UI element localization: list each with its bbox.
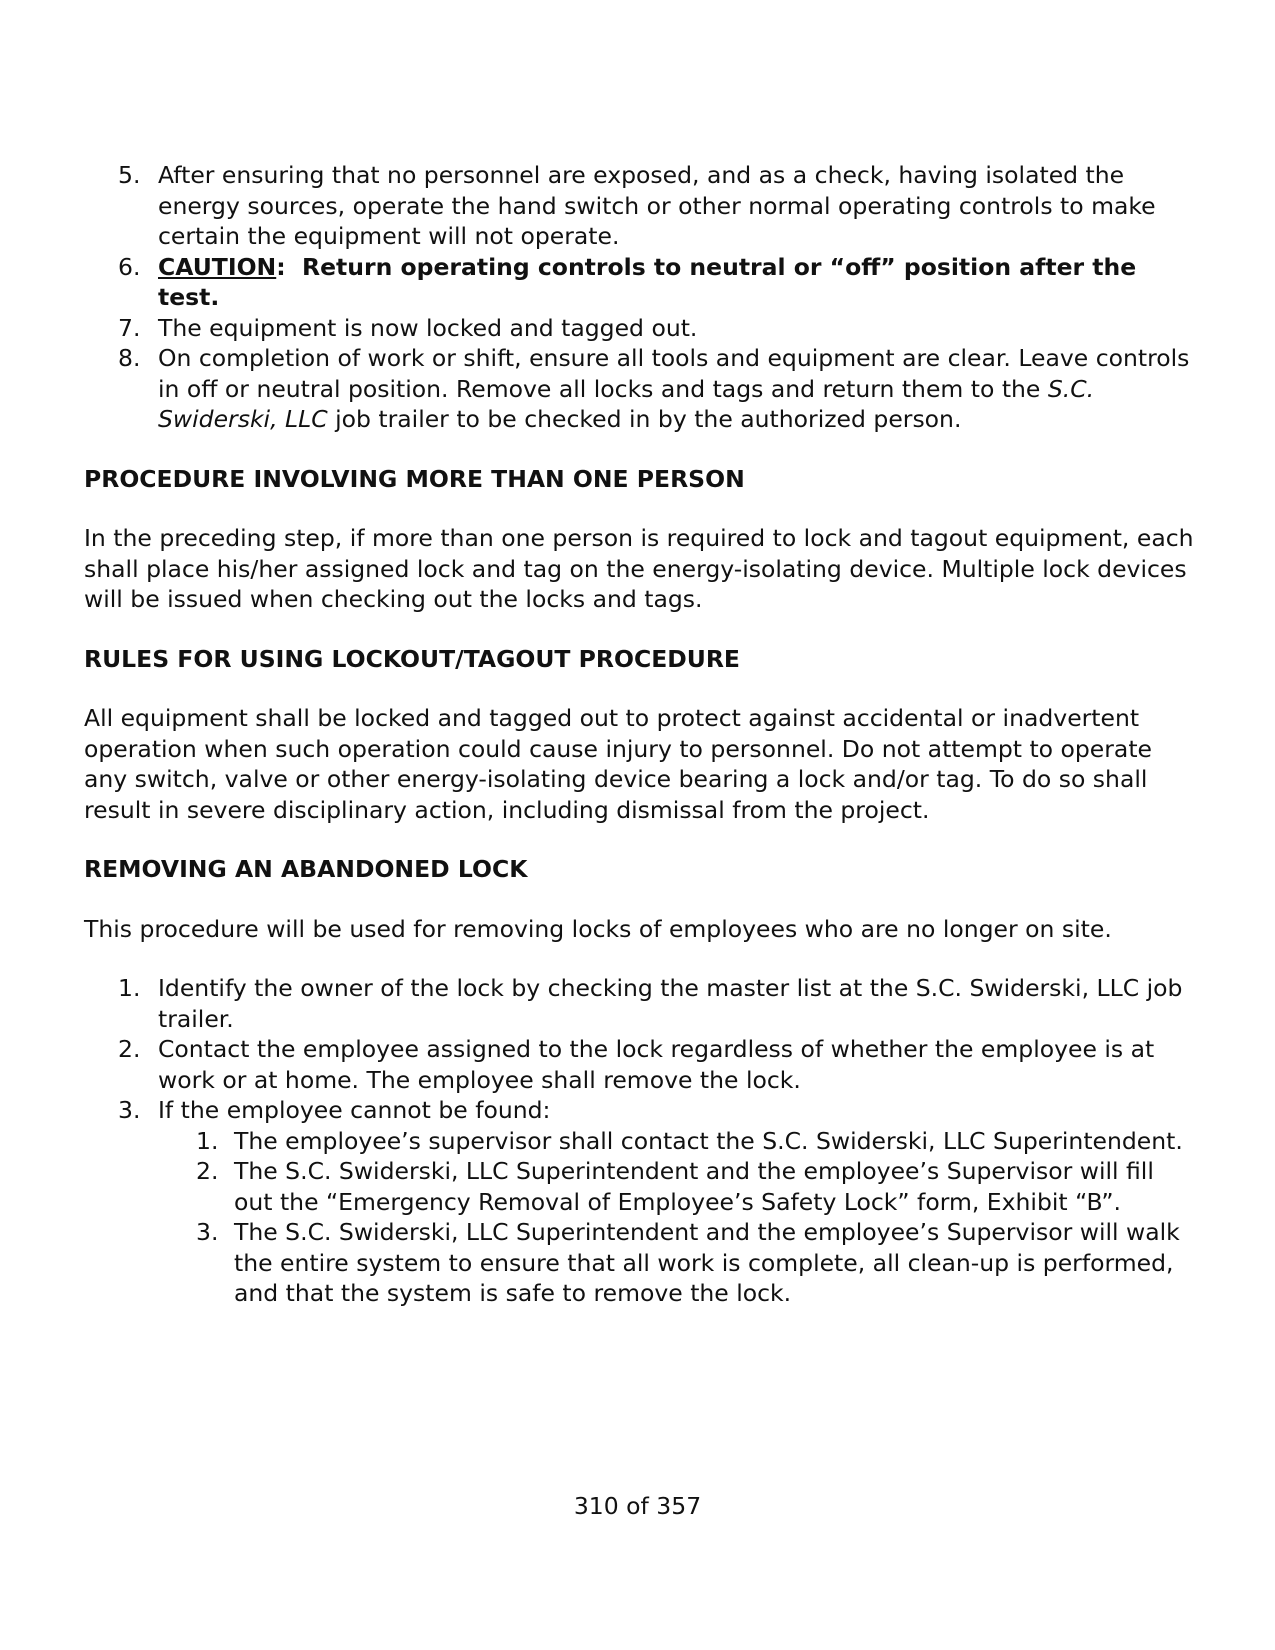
section-heading: REMOVING AN ABANDONED LOCK: [84, 855, 528, 883]
list-number: 1.: [196, 1126, 219, 1155]
list-text: The employee’s supervisor shall contact the S.C. Swiderski, LLC Superintendent.: [234, 1126, 1183, 1155]
list-number: 8.: [118, 344, 141, 372]
document-page: [84, 160, 1199, 1309]
sub-list-item: [84, 1156, 1199, 1217]
caution-label: CAUTION: [158, 252, 277, 281]
list-text: job trailer to be checked in by the authorized person.: [327, 405, 962, 433]
list-text: Contact the employee assigned to the lock regardless of whether the employee is at work or at home. The employee shall remove the lock.: [158, 1035, 1155, 1094]
list-item: [84, 1034, 1199, 1095]
section-heading: RULES FOR USING LOCKOUT/TAGOUT PROCEDURE: [84, 644, 740, 673]
list-text: After ensuring that no personnel are exposed, and as a check, having isolated the energy sources, operate the hand switch or other normal operating controls to make certain the equipment will not operate.: [158, 161, 1156, 250]
list-number: 1.: [118, 974, 141, 1002]
list-item: [84, 973, 1199, 1034]
list-number: 3.: [118, 1096, 141, 1124]
list-number: 2.: [196, 1157, 219, 1185]
list-item: [84, 1095, 1199, 1126]
list-text: Identify the owner of the lock by checking the master list at the S.C. Swiderski, LLC job trailer.: [158, 974, 1183, 1033]
list-number: 7.: [118, 313, 141, 342]
list-text: On completion of work or shift, ensure all tools and equipment are clear. Leave controls in off or neutral position. Remove all locks and tags and return them to the: [158, 344, 1190, 403]
company-name: S.C. Swiderski, LLC: [158, 374, 1095, 433]
list-text: The S.C. Swiderski, LLC Superintendent and the employee’s Supervisor will walk the entire system to ensure that all work is complete, all clean-up is performed, and that the system is safe to remove the lock.: [234, 1218, 1180, 1307]
list-number: 3.: [196, 1218, 219, 1246]
sub-list-item: [84, 1217, 1199, 1309]
list-item: [84, 313, 1199, 344]
caution-colon: :: [276, 252, 286, 281]
list-text: If the employee cannot be found:: [158, 1096, 551, 1124]
caution-text: Return operating controls to neutral or “off” position after the test.: [158, 252, 1137, 311]
list-number: 2.: [118, 1035, 141, 1063]
page-number: 310 of 357: [573, 1492, 702, 1520]
caution-item: [84, 252, 1199, 313]
list-item: [84, 160, 1199, 252]
sub-list-item: [84, 1126, 1199, 1157]
section-body: All equipment shall be locked and tagged out to protect against accidental or inadvertent operation when such operation could cause injury to personnel. Do not attempt to operate any switch, valve or other energy-isolating device bearing a lock and/or tag. To do so shall result in severe disciplinary action, including dismissal from the project.: [84, 704, 1152, 824]
list-number: 5.: [118, 161, 141, 189]
section-body: This procedure will be used for removing locks of employees who are no longer on site.: [84, 914, 1112, 943]
list-number: 6.: [118, 252, 141, 281]
list-text: The equipment is now locked and tagged out.: [158, 313, 698, 342]
list-text: The S.C. Swiderski, LLC Superintendent and the employee’s Supervisor will fill out the “Emergency Removal of Employee’s Safety Lock” form, Exhibit “B”.: [234, 1157, 1154, 1216]
list-item: [84, 343, 1199, 435]
section-heading: PROCEDURE INVOLVING MORE THAN ONE PERSON: [84, 464, 745, 493]
section-body: In the preceding step, if more than one person is required to lock and tagout equipment, each shall place his/her assigned lock and tag on the energy-isolating device. Multiple lock devices will be issued when checking out the locks and tags.: [84, 524, 1194, 613]
